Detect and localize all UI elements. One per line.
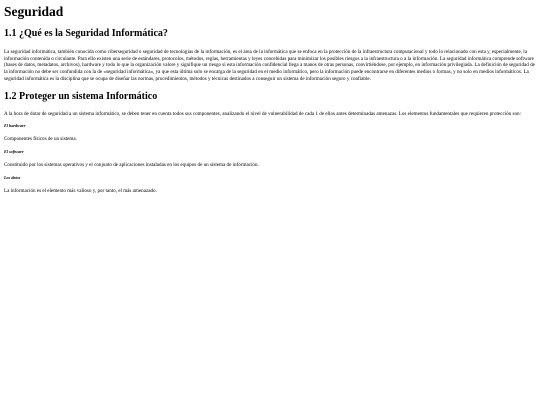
section-2-intro: A la hora de dotar de seguridad a un sistema informático, se deben tener en cuenta todos sus componentes, analizando el nivel de vulnerabilidad de cada 1 de ellos antes determinadas amenazas. Los elementos fundamentales que requieren protección son: [4, 110, 521, 117]
item-software-term: El software [4, 148, 24, 154]
section-2-heading: 1.2 Proteger un sistema Informático [4, 90, 158, 102]
item-hardware-term: El hardware [4, 123, 26, 129]
item-software-description: Constituido por los sistemas operativos y el conjunto de aplicaciones instaladas en los equipos de un sistema de información. [4, 161, 259, 168]
item-hardware-description: Componentes físicos de un sistema. [4, 136, 77, 143]
document-page [0, 0, 540, 194]
item-data-term: Los datos [4, 174, 21, 180]
section-1-heading: 1.1 ¿Qué es la Seguridad Informática? [4, 28, 168, 39]
section-1-body: La seguridad informática, también conocida como ciberseguridad o seguridad de tecnologías de la información, es el área de la informática que se enfoca en la protección de la infraestructura computacional y todo lo relacionado con esta y, especialmente, la información contenida o circulante. Para ello existen una serie de estándares, protocolos, métodos, reglas, herramientas y leyes concebidas para minimizar los posibles riesgos a la infraestructura o a la información. La seguridad informática comprende software (bases de datos, metadatos, archivos), hardware y todo lo que la organización valore y signifique un riesgo si esta información confidencial llega a manos de otras personas, convirtiéndose, por ejemplo, en información privilegiada. La definición de seguridad de la información no debe ser confundida con la de «seguridad informática», ya que esta última solo se encarga de la seguridad en el medio informático, pero la información puede encontrarse en diferentes medios o formas, y no solo en medios informáticos. La seguridad informática es la disciplina que se ocupa de diseñar las normas, procedimientos, métodos y técnicas destinados a conseguir un sistema de información seguro y confiable. [4, 49, 535, 82]
item-data-description: La información es el elemento más valioso y, por tanto, el más amenazado. [4, 187, 157, 194]
page-title: Seguridad [4, 4, 64, 19]
